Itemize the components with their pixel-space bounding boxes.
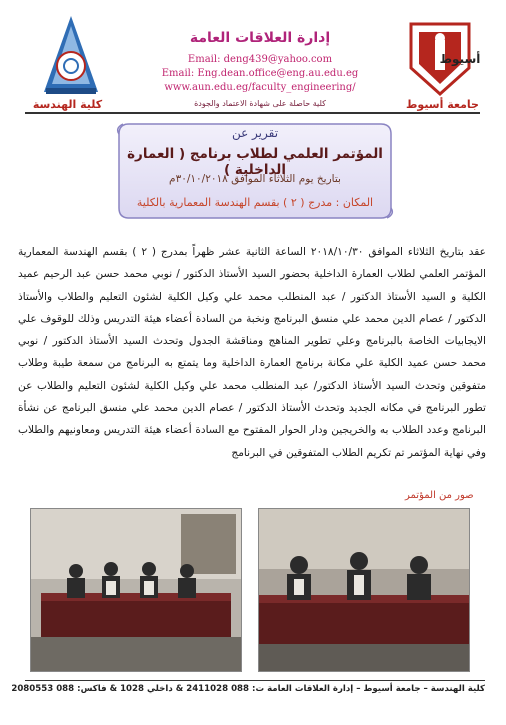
certification-note: كلية حاصلة على شهادة الاعتماد والجودة	[194, 99, 326, 108]
footer-contact: كلية الهندسة – جامعة أسيوط – إدارة العلاقات العامة ت: 088 2411028 & داخلي 1028 & فاكس: 088 2080553	[11, 684, 485, 694]
faculty-name: كلية الهندسة	[32, 98, 103, 111]
header-divider	[25, 112, 480, 114]
footer-divider	[25, 680, 485, 681]
email-dean-office: Email: Eng.dean.office@eng.au.edu.eg	[161, 68, 359, 79]
report-body: عقد بتاريخ الثلاثاء الموافق ٢٠١٨/١٠/٣٠ الساعة الثانية عشر ظهراً بمدرج ( ٢ ) بقسم الهندسة المعمارية المؤتمر العلمي لطلاب العمارة الداخلية بحضور السيد الأستاذ الدكتور / نوبي محمد حسن عبد الرحيم عميد الكلية و السيد الأستاذ الدكتور / عبد المنطلب محمد علي وكيل الكلية لشئون التعليم والطلاب والأستاذ الدكتور / عصام الدين محمد علي منسق البرنامج ونخبة من السادة أعضاء هيئة التدريس وذلك للوقوف علي الايجابيات الخاصة بالبرنامج وعلي تطوير المناهج ومناقشة الجدول وتحدث السيد الأستاذ الدكتور / نوبي محمد حسن عميد الكلية علي مكانة برنامج العمارة الداخلية وما يتمتع به البرنامج من سمعة طيبة وطلاب متفوقين وتحدث السيد الأستاذ الدكتور/ عبد المنطلب محمد علي وكيل الكلية لشئون التعليم والطلاب عن تطور البرنامج في مكانه الجديد وتحدث الأستاذ الدكتور / عصام الدين محمد علي منسق البرنامج عن نشأة البرنامج وعدد الطلاب به والخريجين ودار الحوار المفتوح مع السادة أعضاء هيئة التدريس ومعاونيهم والطلاب وفي نهاية المؤتمر تم تكريم الطلاب المتفوقين في البرنامج	[18, 246, 486, 459]
conference-photo-left	[30, 508, 242, 672]
conference-photo-right	[258, 508, 470, 672]
report-date: بتاريخ يوم الثلاثاء الموافق ٣٠/١٠/٢٠١٨م	[169, 173, 341, 185]
university-name: جامعة أسيوط	[406, 98, 479, 111]
public-relations-title: إدارة العلاقات العامة	[189, 30, 331, 46]
report-title-banner	[115, 118, 395, 223]
photos-caption: صور من المؤتمر	[405, 490, 474, 501]
report-title: المؤتمر العلمي لطلاب برنامج ( العمارة الداخلية )	[127, 146, 383, 178]
email-primary: Email: deng439@yahoo.com	[187, 54, 333, 65]
report-location: المكان : مدرج ( ٢ ) بقسم الهندسة المعمارية بالكلية	[136, 196, 374, 209]
university-logo-text: أسيوط	[439, 52, 481, 66]
website-link[interactable]: www.aun.edu.eg/faculty_engineering/	[164, 82, 356, 93]
report-label: تقرير عن	[231, 126, 279, 140]
faculty-logo-icon	[40, 14, 102, 98]
